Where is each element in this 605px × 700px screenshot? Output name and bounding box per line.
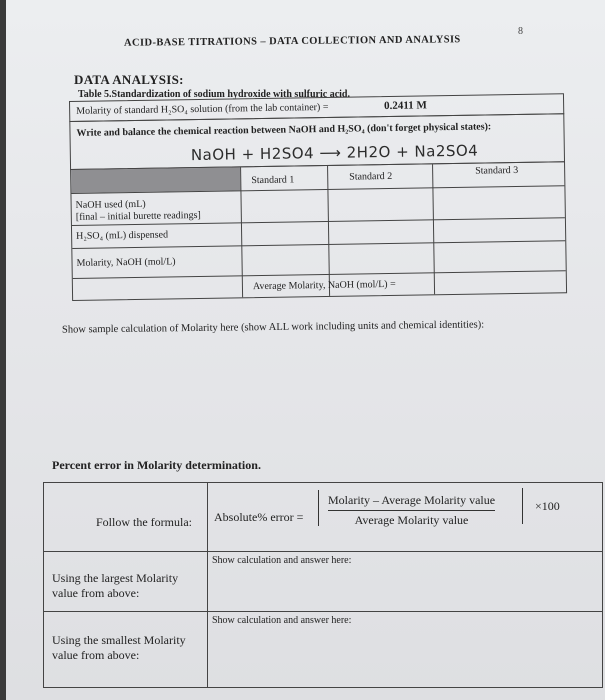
row-label-naoh-used-note: [final – initial burette readings] [75, 209, 201, 223]
follow-formula-label: Follow the formula: [96, 515, 192, 529]
worksheet-header: ACID-BASE TITRATIONS – DATA COLLECTION AND ANALYSIS [123, 34, 461, 49]
sample-calculation-area[interactable] [56, 345, 596, 450]
row-label-h2so4-dispensed: H₂SO₄ (mL) dispensed [76, 229, 169, 242]
absolute-bar-left [318, 490, 319, 526]
header-shade [71, 167, 240, 193]
fraction-denominator: Average Molarity value [354, 513, 469, 527]
fraction-numerator: Molarity – Average Molarity value [328, 493, 496, 507]
input-cell-h2so4-std1[interactable] [242, 222, 327, 244]
input-cell-molarity-std2[interactable] [329, 243, 432, 273]
absolute-bar-right [522, 488, 523, 524]
table-caption: Table 5.Standardization of sodium hydroxide with sulfuric acid. [78, 89, 350, 100]
standardization-table [69, 93, 567, 306]
average-molarity-label: Average Molarity, NaOH (mol/L) = [252, 278, 396, 293]
column-header-standard-2: Standard 2 [349, 170, 393, 183]
column-header-standard-3: Standard 3 [475, 164, 519, 177]
percent-error-table [43, 482, 603, 688]
largest-molarity-label: Using the largest Molarity value from above: [52, 571, 179, 600]
input-cell-h2so4-std2[interactable] [329, 220, 432, 243]
smallest-calc-hint: Show calculation and answer here: [212, 615, 352, 626]
row-label-molarity-naoh: Molarity, NaOH (mol/L) [76, 256, 176, 269]
data-analysis-title: DATA ANALYSIS: [74, 72, 184, 87]
sample-calculation-prompt: Show sample calculation of Molarity here (show ALL work including units and chemical identities): [61, 319, 485, 336]
column-header-standard-1: Standard 1 [251, 174, 295, 187]
handwritten-reaction[interactable]: NaOH + H2SO4 ⟶ 2H2O + Na2SO4 [190, 141, 479, 165]
reaction-prompt: Write and balance the chemical reaction between NaOH and H₂SO₄ (don't forget physical states): [76, 121, 492, 139]
input-cell-naoh-std2[interactable] [328, 188, 431, 220]
row-label-naoh-used: NaOH used (mL) [75, 198, 146, 211]
molarity-standard-value[interactable]: 0.2411 M [384, 99, 427, 113]
percent-error-fraction [328, 493, 495, 528]
multiplier-label: ×100 [535, 499, 560, 513]
worksheet-page [6, 0, 605, 700]
absolute-error-label: Absolute% error = [214, 510, 304, 524]
input-cell-h2so4-std3[interactable] [434, 218, 565, 241]
input-cell-molarity-std1[interactable] [242, 245, 327, 274]
input-cell-naoh-std1[interactable] [241, 190, 326, 221]
data-grid [70, 161, 567, 301]
largest-calc-hint: Show calculation and answer here: [212, 555, 352, 566]
molarity-standard-label: Molarity of standard H₂SO₄ solution (from the lab container) = [76, 101, 329, 117]
smallest-molarity-label: Using the smallest Molarity value from above: [52, 633, 186, 662]
largest-calc-area[interactable] [209, 568, 601, 610]
input-cell-molarity-std3[interactable] [434, 241, 565, 271]
smallest-calc-area[interactable] [209, 629, 601, 687]
input-cell-naoh-std3[interactable] [433, 186, 564, 218]
average-molarity-input[interactable] [423, 272, 563, 292]
percent-error-title: Percent error in Molarity determination. [52, 458, 261, 472]
page-number: 8 [518, 26, 523, 37]
